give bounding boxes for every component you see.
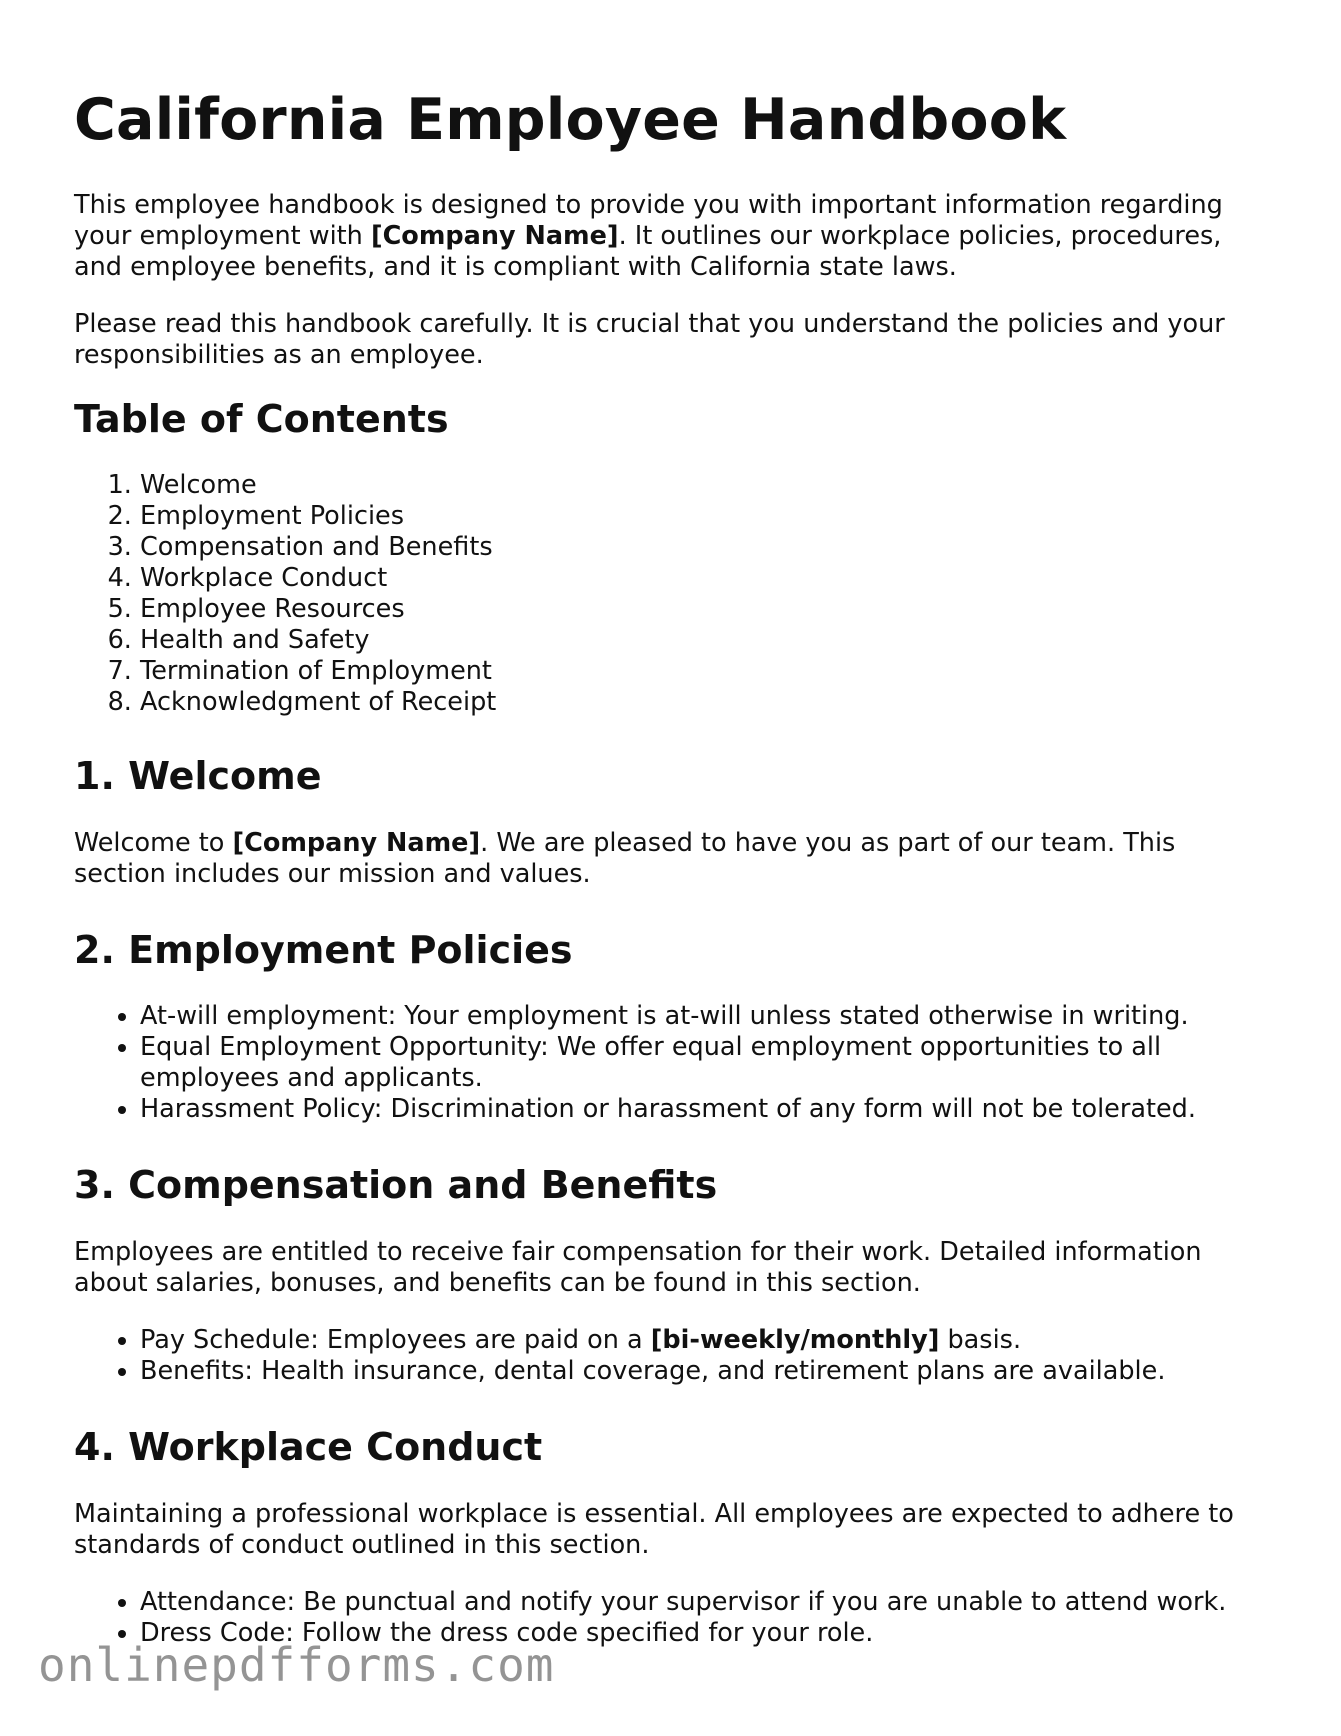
policy-harassment: • Harassment Policy: Discrimination or harassment of any form will not be tolerated. [140,1094,1274,1125]
toc-item-employee-resources: 5. Employee Resources [140,594,1274,625]
document-title: California Employee Handbook [74,87,1067,153]
welcome-paragraph [74,828,1274,890]
intro-paragraph-2: Please read this handbook carefully. It is crucial that you understand the policies and your responsibilities as an employee. [74,308,1225,370]
toc-item-termination: 7. Termination of Employment [140,656,1274,687]
toc-item-health-safety: 6. Health and Safety [140,625,1274,656]
toc-list [74,470,1274,718]
policies-list [74,1001,1274,1125]
toc-item-compensation: 3. Compensation and Benefits [140,532,1274,563]
section-compensation-heading: 3. Compensation and Benefits [74,1163,718,1208]
pay-schedule-item [140,1325,1274,1356]
intro-text-start: This employee handbook is designed to provide you with important information regarding your employment with [74,189,1223,251]
document-page [74,88,1274,1687]
welcome-text-end: . We are pleased to have you as part of our team. This section includes our mission and values. [74,827,1176,889]
policy-eeo: • Equal Employment Opportunity: We offer equal employment opportunities to all employees and applicants. [140,1032,1274,1094]
welcome-company-name: [Company Name] [232,827,481,858]
watermark: onlinepdfforms.com [38,1638,555,1692]
pay-schedule-text-end: basis. [939,1324,1022,1355]
compensation-list [74,1325,1274,1387]
toc-item-workplace-conduct: 4. Workplace Conduct [140,563,1274,594]
conduct-attendance: • Attendance: Be punctual and notify your supervisor if you are unable to attend work. [140,1587,1274,1618]
conduct-dress-code: • Dress Code: Follow the dress code specified for your role. [140,1618,1274,1649]
intro-text-end: . It outlines our workplace policies, procedures, and employee benefits, and it is compliant with California state laws. [74,220,1222,282]
company-name-placeholder: [Company Name] [370,220,619,251]
toc-heading: Table of Contents [74,396,449,441]
pay-frequency-placeholder: [bi-weekly/monthly] [650,1324,940,1355]
section-policies-heading: 2. Employment Policies [74,927,573,972]
intro-paragraph-1 [74,190,1274,283]
benefits-item: • Benefits: Health insurance, dental coverage, and retirement plans are available. [140,1356,1274,1387]
compensation-paragraph: Employees are entitled to receive fair compensation for their work. Detailed information about salaries, bonuses, and benefits can be found in this section. [74,1236,1202,1298]
toc-item-acknowledgment: 8. Acknowledgment of Receipt [140,687,1274,718]
conduct-paragraph: Maintaining a professional workplace is essential. All employees are expected to adhere to standards of conduct outlined in this section. [74,1498,1234,1560]
toc-item-welcome: 1. Welcome [140,470,1274,501]
welcome-text-start: Welcome to [74,827,233,858]
toc-item-employment-policies: 2. Employment Policies [140,501,1274,532]
section-welcome-heading: 1. Welcome [74,754,322,799]
policy-at-will: • At-will employment: Your employment is at-will unless stated otherwise in writing. [140,1001,1274,1032]
pay-schedule-text-start: Pay Schedule: Employees are paid on a [140,1324,651,1355]
section-conduct-heading: 4. Workplace Conduct [74,1424,543,1469]
